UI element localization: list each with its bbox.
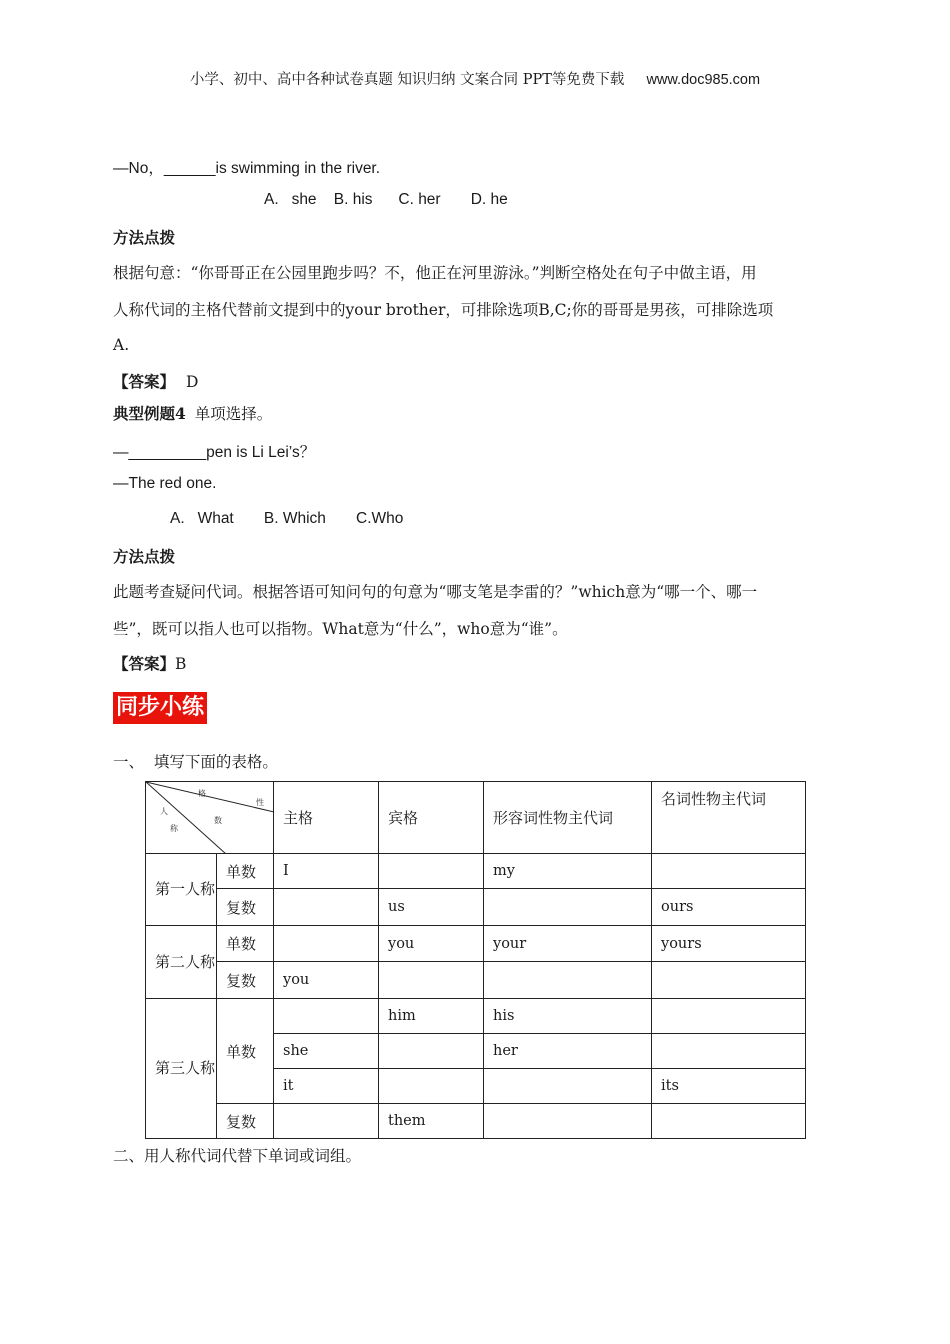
header-noun-possessive: 名词性物主代词 — [652, 782, 806, 854]
table-cell — [379, 854, 484, 889]
table-cell — [484, 1104, 652, 1139]
table-cell: my — [484, 854, 652, 889]
table-cell: us — [379, 889, 484, 926]
table-cell — [484, 1069, 652, 1104]
q3-answer-label: 【答案】 — [113, 372, 176, 391]
q3-line: —No，______is swimming in the river. — [113, 160, 381, 177]
table-cell — [379, 1069, 484, 1104]
q4-title-label: 典型例题4 — [113, 404, 186, 423]
table-cell: you — [274, 962, 379, 999]
q4-method-line1: 此题考查疑问代词。根据答语可知问句的句意为“哪支笔是李雷的？”which意为“哪一个、哪一 — [113, 583, 758, 601]
table-cell — [484, 962, 652, 999]
diagonal-header-cell — [146, 782, 274, 854]
q4-line1: —_________pen is Li Lei’s？ — [113, 444, 316, 461]
table-cell: it — [274, 1069, 379, 1104]
header-text: 小学、初中、高中各种试卷真题 知识归纳 文案合同 PPT等免费下载 — [189, 72, 625, 88]
table-header-row — [146, 782, 806, 854]
q3-method-line3: A. — [113, 336, 130, 354]
diag-label-xing: 性 — [256, 798, 264, 807]
table-cell — [274, 1104, 379, 1139]
table-row — [146, 962, 806, 999]
header-site: www.doc985.com — [646, 72, 761, 88]
table-row — [146, 1104, 806, 1139]
pronoun-table — [145, 781, 806, 1139]
header-nominative: 主格 — [274, 782, 379, 854]
number-label: 复数 — [217, 1104, 274, 1139]
table-row — [146, 889, 806, 926]
table-cell: ours — [652, 889, 806, 926]
table-row — [146, 926, 806, 962]
table-cell: his — [484, 999, 652, 1034]
practice-banner: 同步小练 — [113, 692, 207, 724]
task2-title: 二、用人称代词代替下单词或词组。 — [113, 1147, 362, 1165]
page-header — [0, 68, 950, 89]
table-cell: she — [274, 1034, 379, 1069]
diag-label-ge: 格 — [198, 789, 206, 798]
table-cell — [274, 889, 379, 926]
table-cell — [379, 962, 484, 999]
table-cell: you — [379, 926, 484, 962]
q4-line2: —The red one. — [113, 475, 217, 492]
table-cell — [652, 999, 806, 1034]
diag-label-cheng: 称 — [170, 824, 178, 833]
table-cell — [652, 962, 806, 999]
table-cell: her — [484, 1034, 652, 1069]
q4-options: A. What B. Which C.Who — [170, 510, 404, 527]
q4-answer — [113, 652, 186, 674]
table-cell: them — [379, 1104, 484, 1139]
header-adj-possessive: 形容词性物主代词 — [484, 782, 652, 854]
q3-answer — [113, 370, 198, 392]
q3-method-line2: 人称代词的主格代替前文提到中的your brother，可排除选项B,C;你的哥哥是男孩，可排除选项 — [113, 301, 774, 319]
person2-label: 第二人称 — [146, 926, 217, 999]
q3-options: A. she B. his C. her D. he — [264, 191, 508, 208]
task1-title: 一、 填写下面的表格。 — [113, 753, 278, 771]
number-label: 单数 — [217, 926, 274, 962]
table-cell — [274, 926, 379, 962]
q3-method-title: 方法点拨 — [113, 228, 176, 247]
table-cell — [652, 1034, 806, 1069]
header-objective: 宾格 — [379, 782, 484, 854]
diag-label-shu: 数 — [214, 816, 222, 825]
table-cell: him — [379, 999, 484, 1034]
table-cell — [379, 1034, 484, 1069]
diag-label-ren: 人 — [160, 807, 168, 816]
person3-label: 第三人称 — [146, 999, 217, 1139]
number-label: 复数 — [217, 962, 274, 999]
diagonal-lines — [146, 782, 274, 854]
table-cell: your — [484, 926, 652, 962]
number-label: 单数 — [217, 854, 274, 889]
table-cell — [652, 1104, 806, 1139]
number-label: 复数 — [217, 889, 274, 926]
q3-answer-value: D — [185, 373, 199, 391]
table-row — [146, 854, 806, 889]
q4-method-title: 方法点拨 — [113, 547, 176, 566]
number-label: 单数 — [217, 999, 274, 1104]
q4-answer-label: 【答案】 — [113, 654, 176, 673]
table-cell — [484, 889, 652, 926]
table-cell: I — [274, 854, 379, 889]
q4-answer-value: B — [175, 655, 187, 673]
q3-method-line1: 根据句意：“你哥哥正在公园里跑步吗？不，他正在河里游泳。”判断空格处在句子中做主语，用 — [113, 264, 757, 282]
table-cell — [652, 854, 806, 889]
q4-title — [113, 402, 272, 424]
q4-method-line2: 些”，既可以指人也可以指物。What意为“什么”，who意为“谁”。 — [113, 620, 568, 638]
person1-label: 第一人称 — [146, 854, 217, 926]
table-cell: yours — [652, 926, 806, 962]
q4-title-suffix: 单项选择。 — [194, 405, 273, 423]
table-cell — [274, 999, 379, 1034]
table-row — [146, 999, 806, 1034]
table-cell: its — [652, 1069, 806, 1104]
